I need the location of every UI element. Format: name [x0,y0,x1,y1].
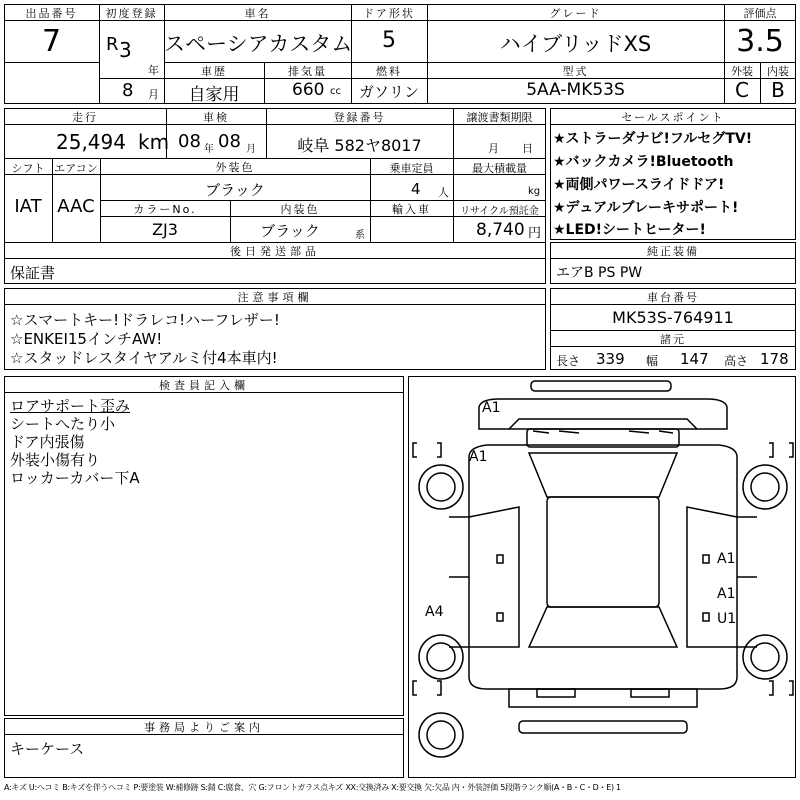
inspector-line-5: ロッカーカバー下A [10,469,140,487]
damage-mark: U1 [717,611,737,627]
dims-label: 諸元 [660,333,686,346]
fuel-label: 燃料 [376,65,402,78]
selling-points-label: セールスポイント [621,111,725,124]
import-label: 輸入車 [392,203,431,216]
damage-mark: A1 [717,551,736,567]
ac-label: エアコン [54,162,98,175]
length-value: 339 [596,350,625,368]
first-reg-year: 3 [119,38,132,62]
era: R [106,34,119,55]
equipment-value: エアB PS PW [556,265,643,281]
inspector-line-4: 外装小傷有り [10,451,101,469]
equipment-label: 純正装備 [647,245,699,258]
recycle-value: 8,740 [476,220,525,240]
year-unit: 年 [148,64,159,77]
office-text: キーケース [10,740,85,758]
width-value: 147 [680,350,709,368]
car-name: スペーシアカスタム [164,32,353,56]
displacement-label: 排気量 [288,65,327,78]
note-line-3: ☆スタッドレスタイヤアルミ付4本車内! [10,349,278,367]
first-reg-month: 8 [122,80,134,101]
color-label: 外装色 [215,161,255,174]
interior-value: B [771,78,785,102]
inspector-line-1: ロアサポート歪み [10,397,131,415]
plate-value: 岐阜 582ヤ8017 [297,136,422,155]
selling-point-2: ★バックカメラ!Bluetooth [553,154,734,170]
car-diagram-drawing [409,377,797,779]
selling-point-1: ★ストラーダナビ!フルセグTV! [553,131,753,147]
selling-point-4: ★デュアルブレーキサポート! [553,200,739,216]
inspection-year-unit: 年 [204,144,214,155]
transfer-day-unit: 日 [522,142,533,155]
color-no-value: ZJ3 [152,220,178,239]
later-parts-label: 後日発送部品 [230,245,320,258]
chassis-value: MK53S-764911 [612,308,734,327]
door-value: 5 [382,28,396,53]
ac-value: AAC [57,196,95,217]
note-line-2: ☆ENKEI15インチAW! [10,330,163,348]
model-value: 5AA-MK53S [526,80,625,100]
lot-number: 7 [41,24,62,59]
mileage-value: 25,494 [56,130,126,154]
selling-point-5: ★LED!シートヒーター! [553,222,706,238]
note-line-1: ☆スマートキー!ドラレコ!ハーフレザー! [10,311,280,329]
exterior-color-value: ブラック [205,181,265,199]
name-label: 車名 [244,7,271,20]
load-unit: kg [528,186,541,197]
color-no-label: カラーNo. [133,203,197,216]
capacity-unit: 人 [438,186,449,199]
score-label: 評価点 [743,7,777,20]
recycle-label: リサイクル預託金 [460,206,539,217]
int-color-label: 内装色 [280,203,320,216]
inspection-month: 08 [218,131,241,152]
car-diagram [408,376,796,778]
inspection-label: 車検 [203,111,229,124]
chassis-label: 車台番号 [647,291,699,304]
capacity-value: 4 [411,180,421,198]
shift-value: IAT [14,196,42,217]
model-label: 型式 [562,65,589,78]
score-value: 3.5 [736,24,784,59]
displacement-unit: cc [330,86,341,97]
history-value: 自家用 [188,85,240,105]
legend: A:キズ U:ヘコミ B:キズを伴うヘコミ P:要塗装 W:補修跡 S:錆 C:腐食、穴 G:フロントガラス点キズ XX:交換済み X:要交換 欠:欠品 内・外装評価 5段階ランク順(A・B・C・D・E) 1 [4,783,621,792]
later-parts-value: 保証書 [10,264,56,282]
grade-value: ハイブリッドXS [499,32,652,56]
history-label: 車歴 [201,65,227,78]
damage-mark: A1 [469,449,488,465]
office-label: 事務局よりご案内 [144,721,264,734]
lot-label: 出品番号 [25,7,78,20]
shift-label: シフト [11,162,45,175]
fuel-value: ガソリン [358,83,419,101]
notes-label: 注意事項欄 [237,291,313,304]
plate-label: 登録番号 [333,111,386,124]
inspector-line-3: ドア内張傷 [10,433,85,451]
inspection-year: 08 [178,131,201,152]
interior-label: 内装 [767,65,789,78]
mileage-unit: km [138,130,170,154]
height-value: 178 [760,350,789,368]
exterior-label: 外装 [731,65,753,78]
transfer-month-unit: 月 [488,142,499,155]
inspector-line-2: シートへたり小 [10,415,116,433]
transfer-label: 譲渡書類期限 [466,111,533,124]
month-unit: 月 [148,88,159,101]
grade-label: グレード [549,7,602,20]
int-color-value: ブラック [260,222,320,240]
damage-mark: A1 [717,586,736,602]
length-label: 長さ [556,354,581,368]
exterior-value: C [735,78,749,102]
damage-mark: A1 [482,400,501,416]
selling-point-3: ★両側パワースライドドア! [553,177,725,193]
capacity-label: 乗車定員 [389,162,434,175]
load-label: 最大積載量 [472,162,527,175]
recycle-unit: 円 [528,226,542,241]
inspector-label: 検査員記入欄 [159,379,249,392]
displacement-value: 660 [292,80,325,100]
first-reg-label: 初度登録 [105,7,158,20]
height-label: 高さ [724,354,749,368]
inspection-month-unit: 月 [246,144,256,155]
width-label: 幅 [646,354,659,368]
mileage-label: 走行 [72,111,98,124]
damage-mark: A4 [425,604,444,620]
int-color-suffix: 系 [355,230,365,241]
door-label: ドア形状 [363,7,415,20]
